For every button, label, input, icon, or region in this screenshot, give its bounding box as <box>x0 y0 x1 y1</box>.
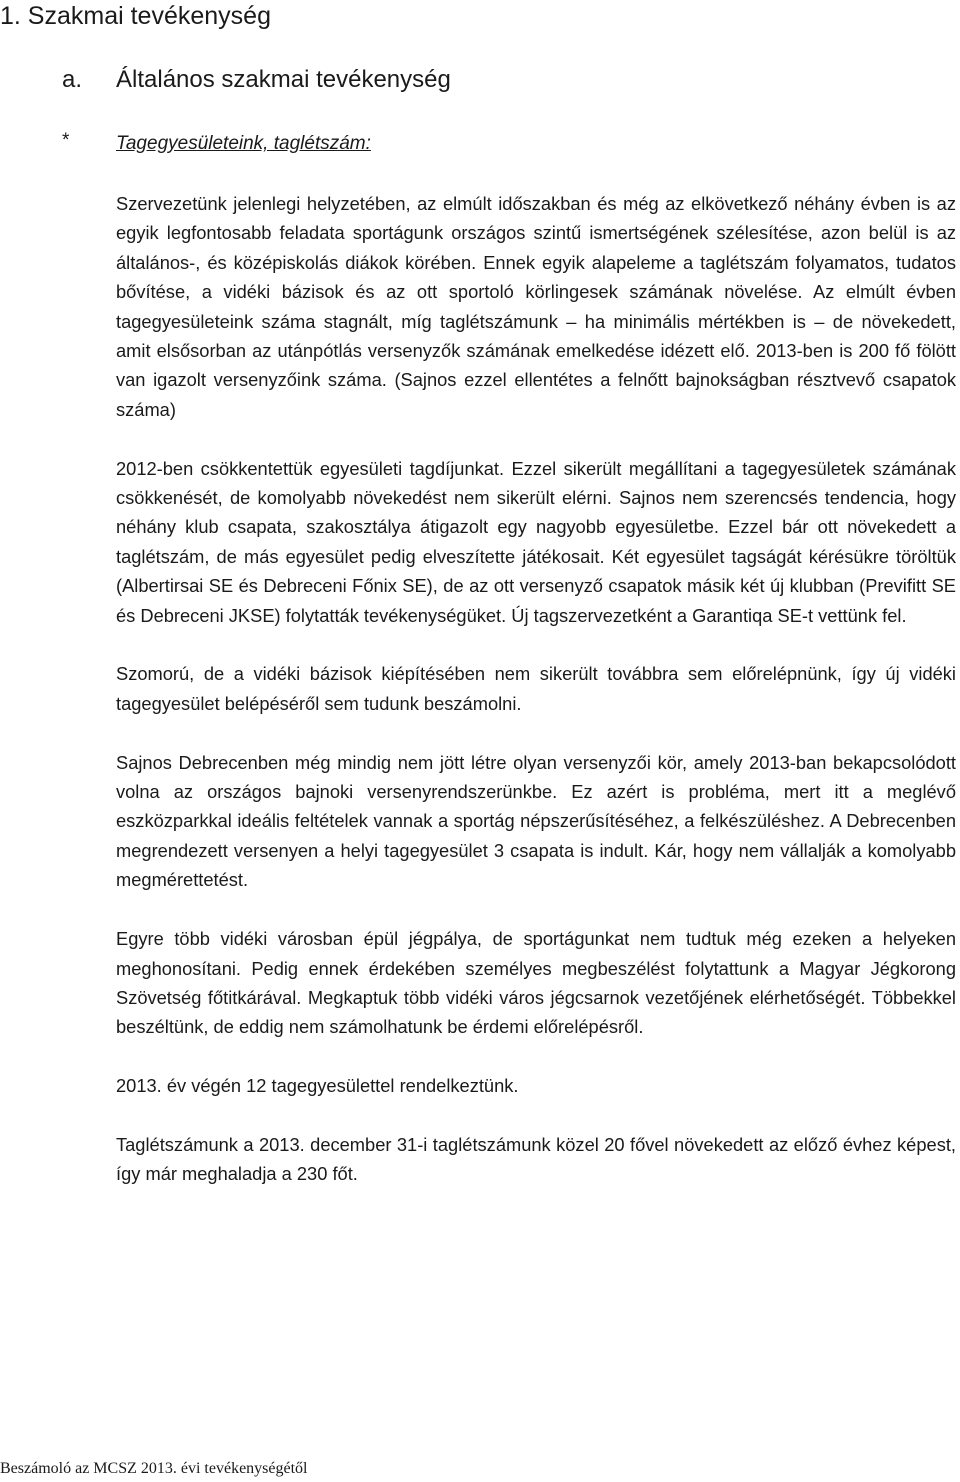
paragraph-member-clubs: 2013. év végén 12 tagegyesülettel rendelkeztünk. <box>116 1075 519 1097</box>
bullet-heading: Tagegyesületeink, taglétszám: <box>116 133 371 154</box>
subsection-title: Általános szakmai tevékenység <box>116 66 451 93</box>
subsection-heading <box>62 66 451 94</box>
paragraph-ice-rinks: Egyre több vidéki városban épül jégpálya, de sportágunkat nem tudtuk még ezeken a helyeken meghonosítani. Pedig ennek érdekében személyes megbeszélést folytattunk a Magyar Jégkorong Szövetség főtitkárával. Megkaptuk több vidéki város jégcsarnok vezetőjének elérhetőségét. Többekkel beszéltünk, de eddig nem számolhatunk be érdemi előrelépésről. <box>116 928 956 1038</box>
paragraph-intro: Szervezetünk jelenlegi helyzetében, az elmúlt időszakban és még az elkövetkező néhány évben is az egyik legfontosabb feladata sportágunk országos szintű ismertségének szélesítése, azon belül is az általános-, és középiskolás diákok körében. Ennek egyik alapeleme a taglétszám folyamatos, tudatos bővítése, a vidéki bázisok és az ott sportoló körlingesek számának növelése. Az elmúlt évben tagegyesületeink száma stagnált, míg taglétszámunk – ha minimális mértékben is – de növekedett, amit elsősorban az utánpótlás versenyzők számának emelkedése idézett elő. 2013-ben is 200 fő fölött van igazolt versenyzőink száma. (Sajnos ezzel ellentétes a felnőtt bajnokságban résztvevő csapatok száma) <box>116 193 956 420</box>
paragraph-membership-count: Taglétszámunk a 2013. december 31-i taglétszámunk közel 20 fővel növekedett az előző évhez képest, így már meghaladja a 230 főt. <box>116 1133 956 1185</box>
page-footer: Beszámoló az MCSZ 2013. évi tevékenységétől <box>0 1460 308 1477</box>
document-body <box>116 189 956 1218</box>
bullet-marker: * <box>62 130 70 151</box>
section-title: 1. Szakmai tevékenység <box>0 2 271 30</box>
paragraph-membership-fee: 2012-ben csökkentettük egyesületi tagdíjunkat. Ezzel sikerült megállítani a tagegyesületek számának csökkenését, de komolyabb növekedést nem sikerült elérni. Sajnos nem szerencsés tendencia, hogy néhány klub csapata, szakosztálya átigazolt egy nagyobb egyesületbe. Ezzel bár ott növekedett a taglétszám, de más egyesület pedig elveszítette játékosait. Két egyesület tagságát kérésükre töröltük (Albertirsai SE és Debreceni Főnix SE), de az ott versenyző csapatok másik két új klubban (Previfitt SE és Debreceni JKSE) folytatták tevékenységüket. Új tagszervezetként a Garantiqa SE-t vettünk fel. <box>116 457 956 626</box>
subsection-letter: a. <box>62 66 83 93</box>
paragraph-debrecen: Sajnos Debrecenben még mindig nem jött létre olyan versenyzői kör, amely 2013-ban bekapcsolódott volna az országos bajnoki versenyrendszerünkbe. Ez azért is probléma, mert itt a meglévő eszközparkkal ideális feltételek vannak a sportág népszerűsítéséhez, a felkészüléshez. A Debrecenben megrendezett versenyen a helyi tagegyesület 3 csapata is indult. Kár, hogy nem vállalják a komolyabb megmérettetést. <box>116 751 956 891</box>
paragraph-rural-bases: Szomorú, de a vidéki bázisok kiépítésében nem sikerült továbbra sem előrelépnünk, így új vidéki tagegyesület belépéséről sem tudunk beszámolni. <box>116 663 956 714</box>
